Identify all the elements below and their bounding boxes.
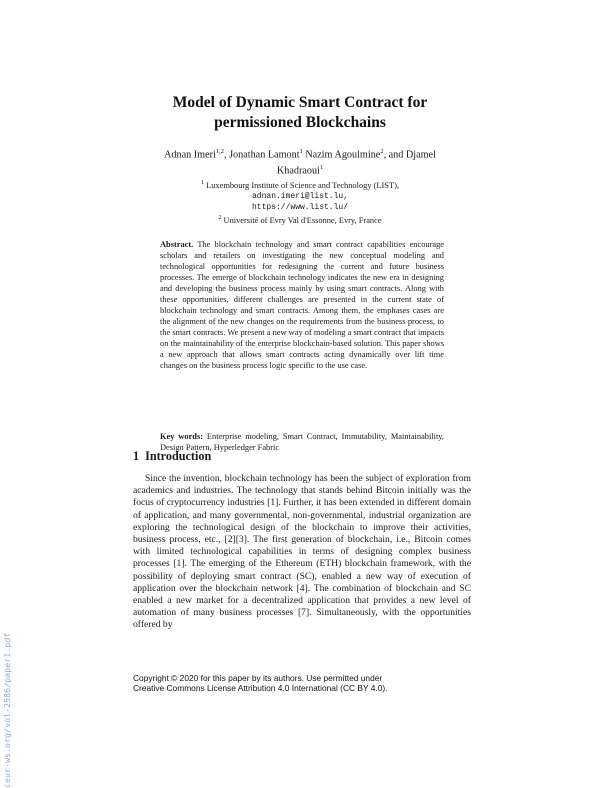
side-url-watermark[interactable]: ceur-ws.org/vol-2586/paper1.pdf xyxy=(3,632,12,788)
keywords-text: Enterprise modeling, Smart Contract, Immutability, Maintainability, Design Pattern, Hyperledger Fabric xyxy=(160,432,445,452)
copyright-line-2: Creative Commons License Attribution 4.0 International (CC BY 4.0). xyxy=(133,682,388,693)
paper-title: Model of Dynamic Smart Contract for permissioned Blockchains xyxy=(172,94,428,131)
author-affil-sup: 1 xyxy=(319,164,324,172)
abstract-label: Abstract. xyxy=(160,240,194,249)
section-number: 1 xyxy=(133,449,140,463)
section-heading xyxy=(133,448,211,464)
affiliations xyxy=(150,178,450,226)
author-name: Jonathan Lamont xyxy=(229,149,300,161)
copyright-line-1: Copyright © 2020 for this paper by its authors. Use permitted under xyxy=(133,673,383,683)
affiliation-url[interactable]: https://www.list.lu/ xyxy=(251,202,348,212)
author-list: Adnan Imeri$^{1,2}$, Jonathan Lamont$^1$ Nazim Agoulmine$^2$, and Djamel Khadraoui$^1$ xyxy=(164,148,436,177)
author-affil-sup: 1 xyxy=(299,148,303,155)
copyright-notice xyxy=(133,674,453,693)
keywords-label: Key words: xyxy=(160,432,203,441)
intro-paragraph: Since the invention, blockchain technology has been the subject of exploration from academics and industries. The technology that stands behind Bitcoin initially was the focus of cryptocurrency industries [1]. Further, it has been extended in different domain of application, and many governmental, non-governmental, industrial organization are exploring the technological design of the blockchain to improve their activities, business process, etc., [2][3]. The first generation of blockchain, i.e., Bitcoin comes with limited technological capabilities in terms of designing complex business processes [1]. The emerging of the Ethereum (ETH) blockchain framework, with the possibility of deploying smart contract (SC), enabled a new way of execution of application over the blockchain network [4]. The combination of blockchain and SC enabled a new market for a decentralized application that provides a new level of automation of many business processes [7]. Simultaneously, with the opportunities offered by xyxy=(133,473,471,631)
author-email[interactable]: adnan.imeri@list.lu, xyxy=(251,191,348,201)
section-title: Introduction xyxy=(145,449,212,463)
author-name: Adnan Imeri xyxy=(164,149,216,161)
author-affil-sup: 1,2 xyxy=(215,148,224,155)
author-name: Nazim Agoulmine xyxy=(305,149,381,161)
affiliation-1: $^1$ Luxembourg Institute of Science and Technology (LIST), xyxy=(201,180,399,190)
affiliation-2: $^2$ Université of Evry Val d'Essonne, Evry, France xyxy=(218,214,382,225)
abstract xyxy=(160,239,444,371)
author-name: Djamel Khadraoui xyxy=(276,149,436,177)
author-affil-sup: 2 xyxy=(380,148,384,155)
abstract-text: The blockchain technology and smart contract capabilities encourage scholars and retailers on investigating the new conceptual modeling and technological opportunities for redesigning the current and future business processes. The emerge of blockchain technology indicates the new era in designing and developing the business process mainly by using smart contracts. Along with these opportunities, different challenges are presented in the current state of blockchain technology and smart contracts. Among them, the emphases cases are the alignment of the new changes on the requirements from the business process, to the smart contracts. We present a new way of modeling a smart contract that impacts on the maintainability of the enterprise blockchain-based solution. This paper shows a new approach that allows smart contracts acting dynamically over lift time changes on the business process logic specific to the use case. xyxy=(160,240,444,370)
